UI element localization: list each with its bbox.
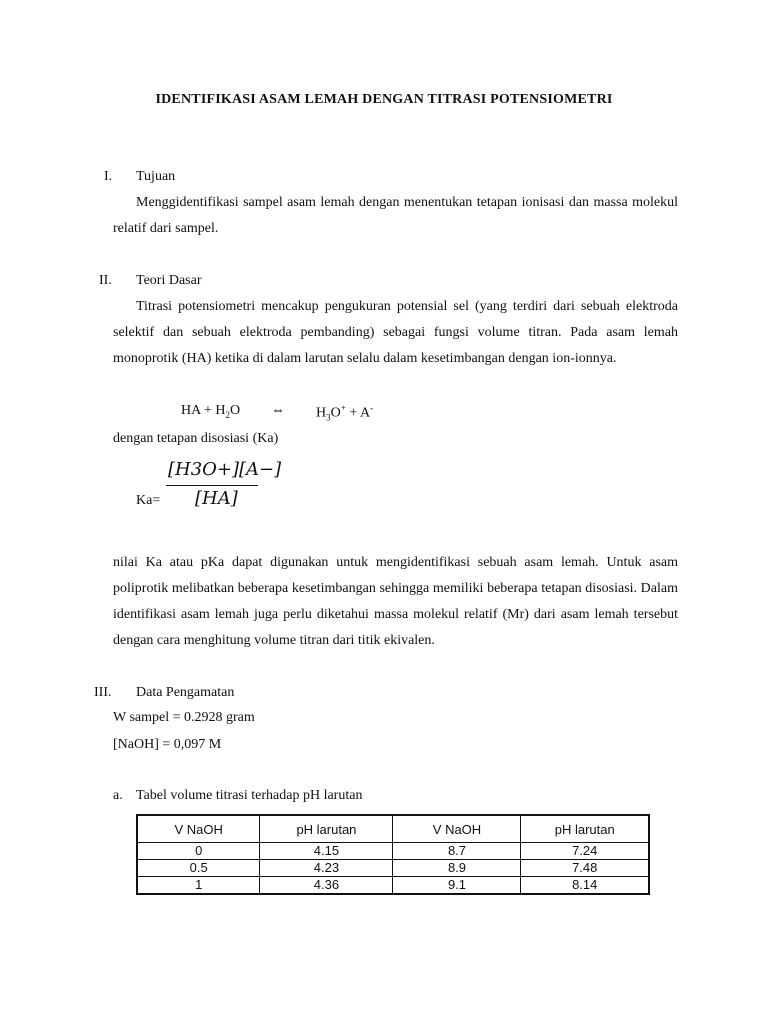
table-cell: 1 bbox=[137, 877, 260, 895]
section-3-heading: Data Pengamatan bbox=[136, 685, 235, 700]
equation-h3o-charge: + bbox=[340, 403, 346, 413]
subsection-a-label: a. bbox=[113, 788, 123, 803]
table-cell: 7.24 bbox=[521, 843, 649, 860]
section-2-body: Titrasi potensiometri mencakup pengukuran potensial sel (yang terdiri dari sebuah elektroda selektif dan sebuah elektroda pembanding) sebagai fungsi volume titran. Pada asam lemah monoprotik (HA) ketika di dalam larutan selalu dalam kesetimbangan dengan ion-ionnya. bbox=[113, 299, 678, 366]
table-cell: 0.5 bbox=[137, 860, 260, 877]
ka-denominator: [HA] bbox=[195, 488, 238, 509]
table-row bbox=[137, 860, 649, 877]
ka-intro: dengan tetapan disosiasi (Ka) bbox=[113, 431, 279, 446]
table-cell: 4.15 bbox=[260, 843, 393, 860]
table-cell: 7.48 bbox=[521, 860, 649, 877]
table-cell: 8.7 bbox=[393, 843, 521, 860]
equation-reactants: HA + H bbox=[181, 403, 226, 418]
section-2-heading: Teori Dasar bbox=[136, 273, 202, 288]
section-3-number: III. bbox=[94, 685, 112, 700]
equation-anion: + A bbox=[349, 405, 371, 421]
equilibrium-equation bbox=[181, 403, 240, 420]
subsection-a-title: Tabel volume titrasi terhadap pH larutan bbox=[136, 788, 363, 803]
equation-products bbox=[316, 403, 373, 422]
double-arrow-icon: ⇔ bbox=[271, 403, 285, 418]
ka-numerator: [H3O+][A−] bbox=[168, 459, 282, 480]
table-header-row bbox=[137, 815, 649, 843]
table-cell: 4.23 bbox=[260, 860, 393, 877]
equation-h3o-subscript: 3 bbox=[326, 412, 331, 423]
equation-h2o-o: O bbox=[229, 403, 241, 418]
section-1-number: I. bbox=[104, 169, 113, 184]
table-cell: 0 bbox=[137, 843, 260, 860]
ka-label: Ka= bbox=[136, 493, 161, 508]
equation-anion-charge: - bbox=[370, 403, 374, 413]
section-2-body-continued: nilai Ka atau pKa dapat digunakan untuk mengidentifikasi sebuah asam lemah. Untuk asam poliprotik melibatkan beberapa kesetimbangan sehingga memiliki beberapa tetapan disosiasi. Dalam identifikasi asam lemah juga perlu diketahui massa molekul relatif (Mr) dari asam lemah tersebut dengan cara menghitung volume titran dari titik ekivalen. bbox=[113, 555, 678, 648]
equation-h2o-subscript: 2 bbox=[225, 409, 230, 420]
naoh-concentration: [NaOH] = 0,097 M bbox=[113, 737, 222, 752]
sample-weight: W sampel = 0.2928 gram bbox=[113, 710, 255, 725]
fraction-bar bbox=[166, 485, 258, 486]
document-title: IDENTIFIKASI ASAM LEMAH DENGAN TITRASI POTENSIOMETRI bbox=[155, 92, 613, 107]
table-header-cell: pH larutan bbox=[521, 815, 649, 843]
table-row bbox=[137, 843, 649, 860]
table-header-cell: V NaOH bbox=[137, 815, 260, 843]
section-1-body: Menggidentifikasi sampel asam lemah dengan menentukan tetapan ionisasi dan massa molekul relatif dari sampel. bbox=[113, 195, 678, 236]
table-cell: 4.36 bbox=[260, 877, 393, 895]
titration-table bbox=[136, 814, 650, 895]
table-header-cell: V NaOH bbox=[393, 815, 521, 843]
equation-h3o-h: H bbox=[316, 405, 327, 421]
table-header-cell: pH larutan bbox=[260, 815, 393, 843]
table-cell: 8.14 bbox=[521, 877, 649, 895]
equation-h3o-o: O bbox=[330, 405, 341, 421]
table-cell: 9.1 bbox=[393, 877, 521, 895]
section-2-number: II. bbox=[99, 273, 112, 288]
table-cell: 8.9 bbox=[393, 860, 521, 877]
section-1-heading: Tujuan bbox=[136, 169, 176, 184]
table-row bbox=[137, 877, 649, 895]
